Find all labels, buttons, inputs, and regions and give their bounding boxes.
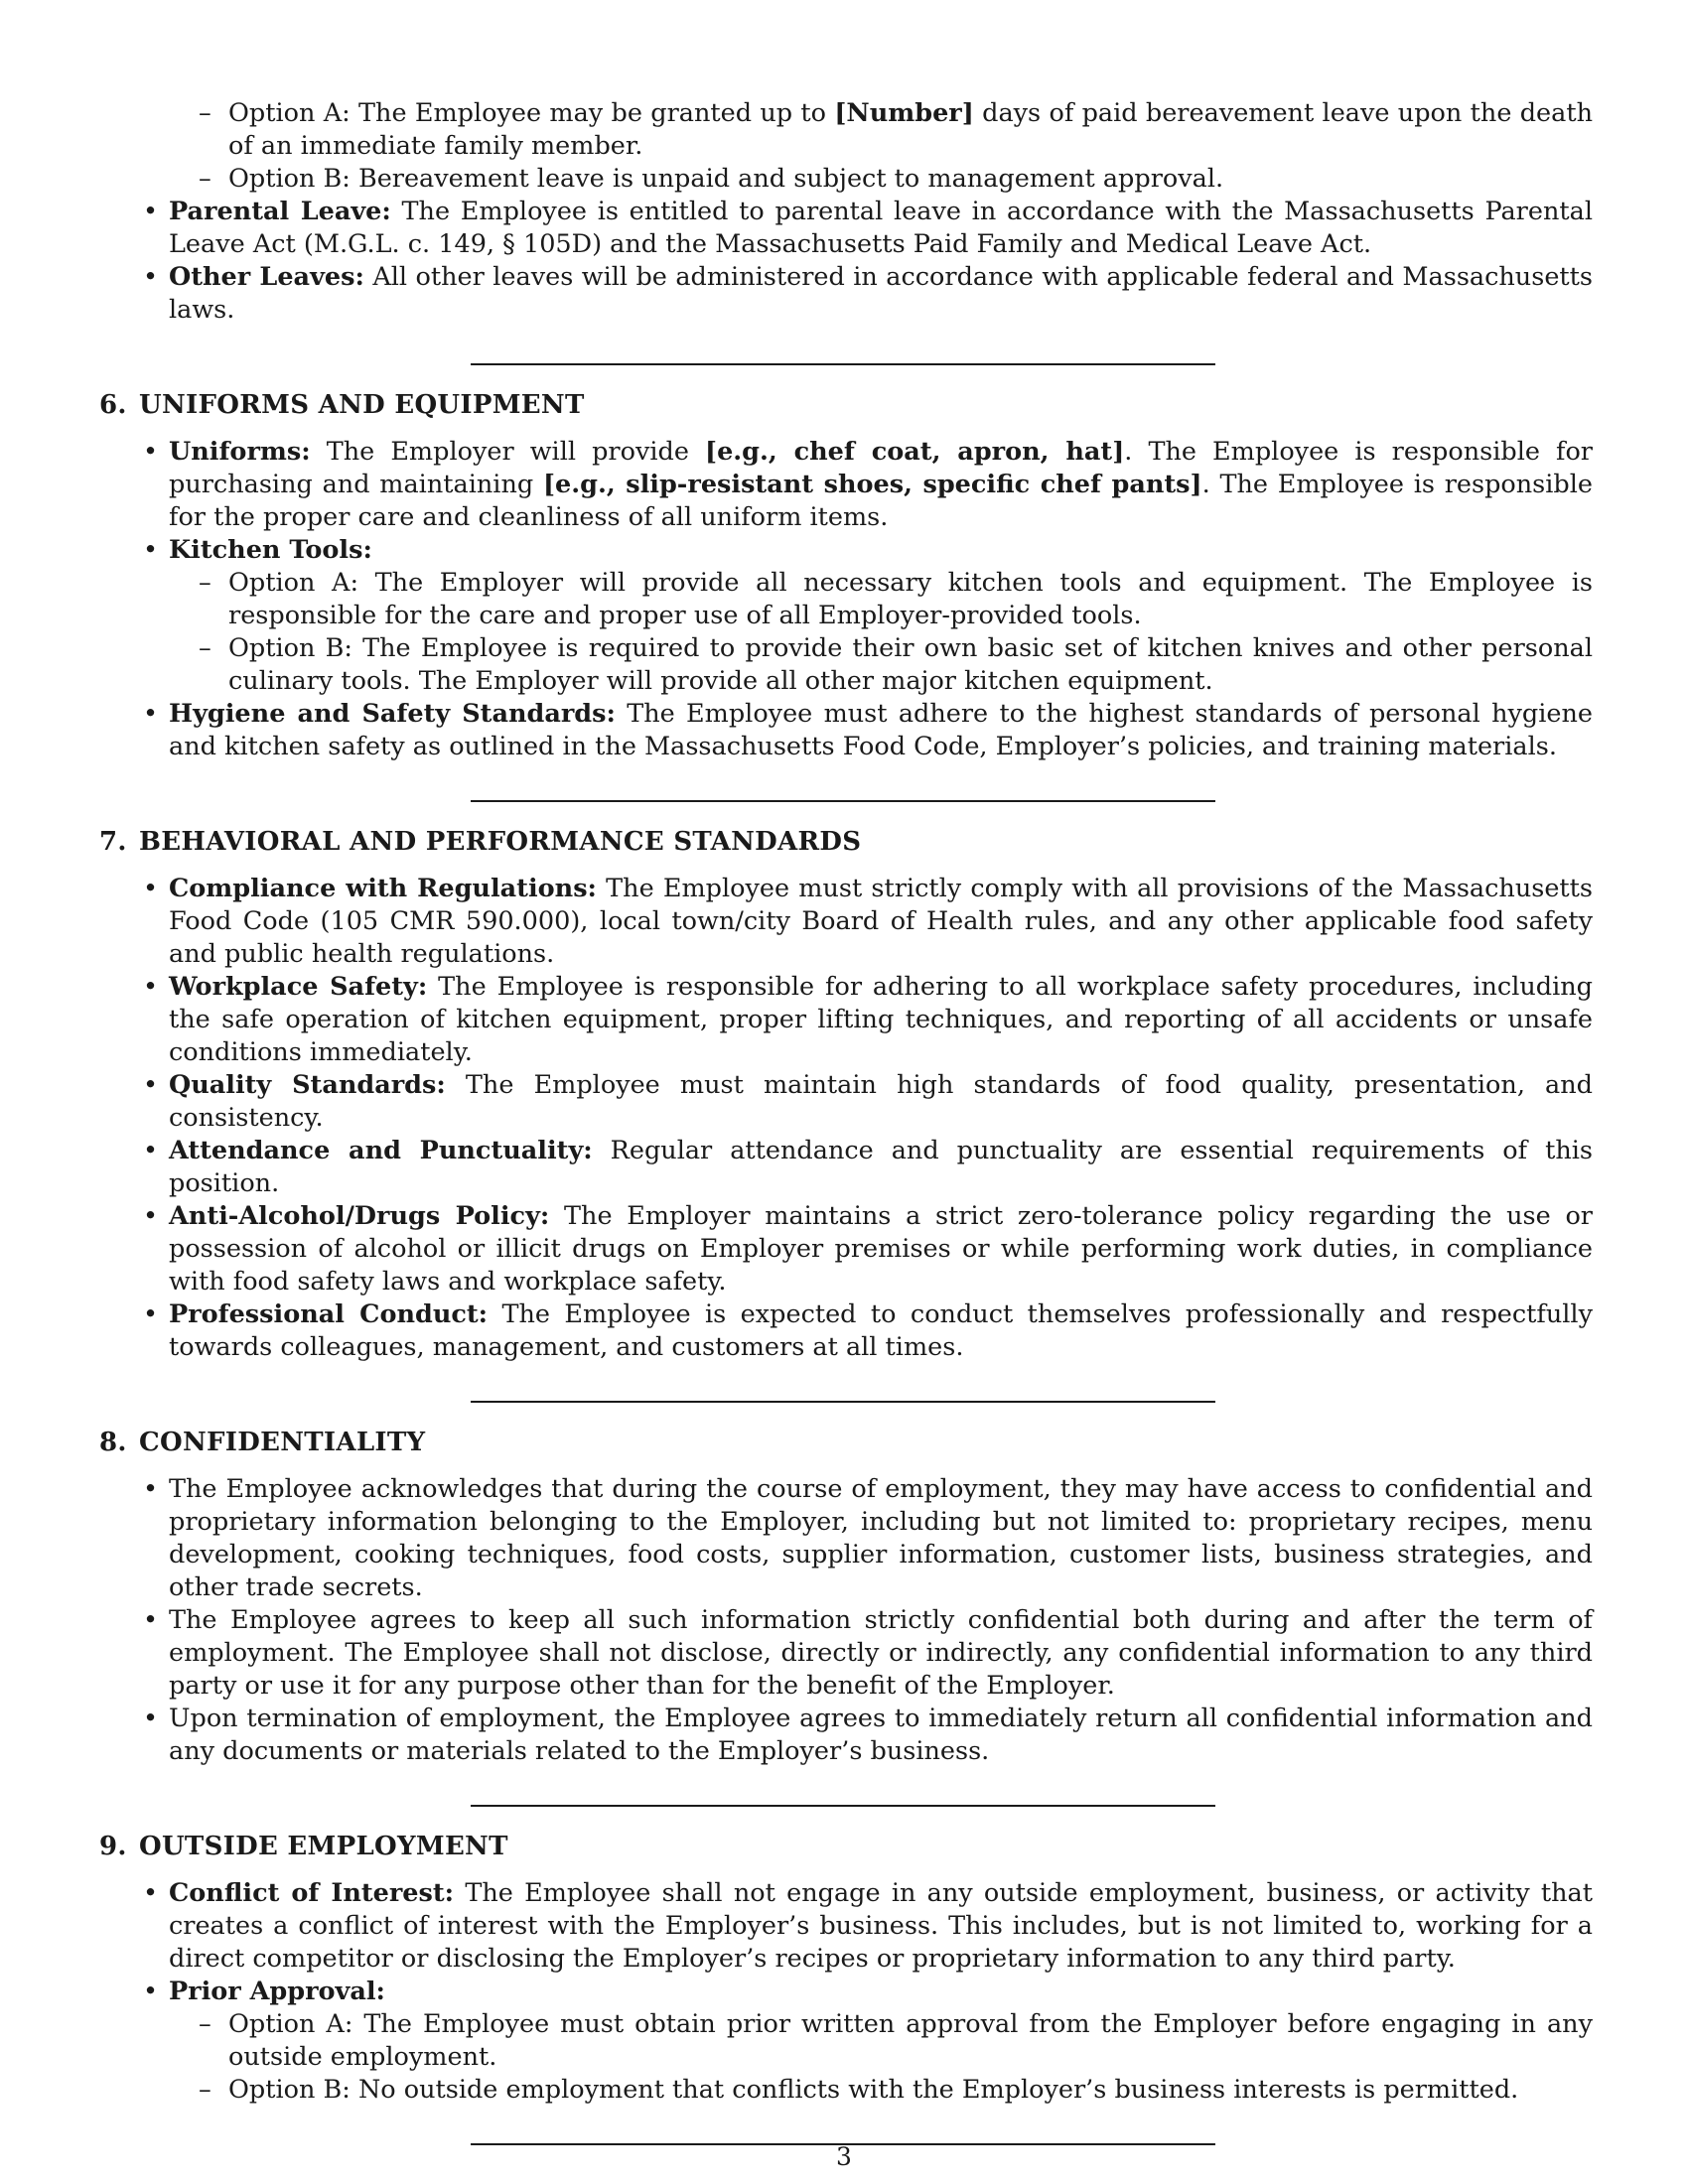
section-number: 8. — [99, 1428, 127, 1457]
section-heading — [99, 389, 1593, 422]
section-divider — [471, 1401, 1215, 1403]
item-text: . The Employee is responsible for the proper care and cleanliness of all uniform items. — [169, 470, 1593, 532]
section-heading — [99, 826, 1593, 859]
leave-list — [99, 196, 1593, 327]
section-title: OUTSIDE EMPLOYMENT — [139, 1832, 508, 1861]
list-item — [169, 1298, 1593, 1364]
item-text: The Employer maintains a strict zero-tolerance policy regarding the use or possession of alcohol or illicit drugs on Employer premises or while performing work duties, in compliance with food safety laws and workplace safety. — [169, 1201, 1593, 1297]
option-b-text: Option B: Bereavement leave is unpaid and subject to management approval. — [228, 164, 1224, 194]
bereavement-options — [99, 97, 1593, 196]
page-number: 3 — [836, 2142, 852, 2171]
section-title: BEHAVIORAL AND PERFORMANCE STANDARDS — [139, 827, 862, 857]
placeholder-text: [e.g., chef coat, apron, hat] — [705, 437, 1125, 467]
item-text: The Employee agrees to keep all such information strictly confidential both during and after the term of employment. The Employee shall not disclose, directly or indirectly, any confidential information to any third party or use it for any purpose other than for the benefit of the Employer. — [169, 1605, 1593, 1701]
section-title: CONFIDENTIALITY — [139, 1428, 426, 1457]
list-item — [169, 261, 1593, 327]
item-text: The Employee is responsible for adhering to all workplace safety procedures, including the safe operation of kitchen equipment, proper lifting techniques, and reporting of all accidents or unsafe conditions immediately. — [169, 972, 1594, 1067]
option-b-text: Option B: The Employee is required to provide their own basic set of kitchen knives and other personal culinary tools. The Employer will provide all other major kitchen equipment. — [228, 633, 1593, 696]
list-item — [169, 698, 1593, 763]
item-label: Parental Leave: — [169, 197, 391, 226]
item-text: The Employee must adhere to the highest standards of personal hygiene and kitchen safety as outlined in the Massachusetts Food Code, Employer’s policies, and training materials. — [169, 699, 1593, 761]
item-text: The Employee is expected to conduct themselves professionally and respectfully towards colleagues, management, and customers at all times. — [169, 1299, 1593, 1362]
list-item — [169, 971, 1593, 1069]
placeholder-number: [Number] — [834, 98, 974, 128]
list-item — [169, 1069, 1593, 1135]
list-item — [169, 1703, 1593, 1768]
item-label: Professional Conduct: — [169, 1299, 489, 1329]
section-divider — [471, 800, 1215, 802]
item-text: The Employee must strictly comply with all provisions of the Massachusetts Food Code (105 CMR 590.000), local town/city Board of Health rules, and any other applicable food safety and public health regulations. — [169, 874, 1593, 969]
item-text: The Employee must maintain high standards of food quality, presentation, and consistency. — [169, 1070, 1593, 1133]
item-label: Prior Approval: — [169, 1977, 385, 2006]
list-item — [169, 436, 1593, 534]
outside-employment-list — [99, 1877, 1593, 2107]
item-label: Attendance and Punctuality: — [169, 1136, 593, 1165]
item-label: Anti-Alcohol/Drugs Policy: — [169, 1201, 550, 1231]
list-item — [228, 163, 1593, 196]
list-item — [169, 1877, 1593, 1976]
item-text: Regular attendance and punctuality are essential requirements of this position. — [169, 1136, 1593, 1198]
page-content — [99, 97, 1593, 2145]
list-item — [169, 1976, 1593, 2107]
item-text: The Employee shall not engage in any outside employment, business, or activity that creates a conflict of interest with the Employer’s business. This includes, but is not limited to, working for a direct competitor or disclosing the Employer’s recipes or proprietary information to any third party. — [169, 1878, 1593, 1974]
item-label: Hygiene and Safety Standards: — [169, 699, 616, 729]
item-text: The Employee acknowledges that during the course of employment, they may have access to confidential and proprietary information belonging to the Employer, including but not limited to: proprietary recipes, menu development, cooking techniques, food costs, supplier information, customer lists, business strategies, and other trade secrets. — [169, 1474, 1593, 1602]
placeholder-text: [e.g., slip-resistant shoes, specific chef pants] — [542, 470, 1202, 499]
list-item — [169, 1604, 1593, 1703]
section-heading — [99, 1831, 1593, 1863]
option-b-text: Option B: No outside employment that conflicts with the Employer’s business interests is permitted. — [228, 2075, 1519, 2105]
option-a-text: Option A: The Employee must obtain prior written approval from the Employer before engaging in any outside employment. — [228, 2009, 1593, 2072]
list-item — [169, 534, 1593, 698]
item-text: All other leaves will be administered in accordance with applicable federal and Massachusetts laws. — [169, 262, 1593, 325]
item-label: Conflict of Interest: — [169, 1878, 455, 1908]
option-a-text: Option A: The Employee may be granted up to — [228, 98, 835, 128]
option-a-text-end: days of paid bereavement leave upon the death of an immediate family member. — [228, 98, 1594, 161]
list-item — [169, 196, 1593, 261]
list-item — [169, 873, 1593, 971]
option-a-text: Option A: The Employer will provide all necessary kitchen tools and equipment. The Employee is responsible for the care and proper use of all Employer-provided tools. — [228, 568, 1593, 630]
list-item — [169, 1473, 1593, 1604]
list-item — [228, 97, 1593, 163]
item-text: The Employee is entitled to parental leave in accordance with the Massachusetts Parental Leave Act (M.G.L. c. 149, § 105D) and the Massachusetts Paid Family and Medical Leave Act. — [169, 197, 1593, 259]
item-text: . The Employee is responsible for purchasing and maintaining — [169, 437, 1594, 499]
item-text: Upon termination of employment, the Employee agrees to immediately return all confidential information and any documents or materials related to the Employer’s business. — [169, 1704, 1593, 1766]
item-label: Compliance with Regulations: — [169, 874, 597, 903]
section-divider — [471, 363, 1215, 365]
standards-list — [99, 873, 1593, 1364]
item-text: The Employer will provide — [310, 437, 706, 467]
list-item — [169, 1200, 1593, 1298]
list-item — [228, 632, 1593, 698]
section-number: 6. — [99, 390, 127, 420]
section-number: 7. — [99, 827, 127, 857]
confidentiality-list — [99, 1473, 1593, 1768]
list-item — [169, 1135, 1593, 1200]
approval-options — [169, 2008, 1593, 2107]
list-item — [228, 2074, 1593, 2107]
item-label: Workplace Safety: — [169, 972, 428, 1002]
item-label: Other Leaves: — [169, 262, 364, 292]
uniforms-list — [99, 436, 1593, 763]
list-item — [228, 567, 1593, 632]
item-label: Uniforms: — [169, 437, 311, 467]
section-heading — [99, 1427, 1593, 1459]
item-label: Quality Standards: — [169, 1070, 446, 1100]
section-title: UNIFORMS AND EQUIPMENT — [139, 390, 585, 420]
tools-options — [169, 567, 1593, 698]
item-label: Kitchen Tools: — [169, 535, 372, 565]
list-item — [228, 2008, 1593, 2074]
section-divider — [471, 1805, 1215, 1807]
section-number: 9. — [99, 1832, 127, 1861]
